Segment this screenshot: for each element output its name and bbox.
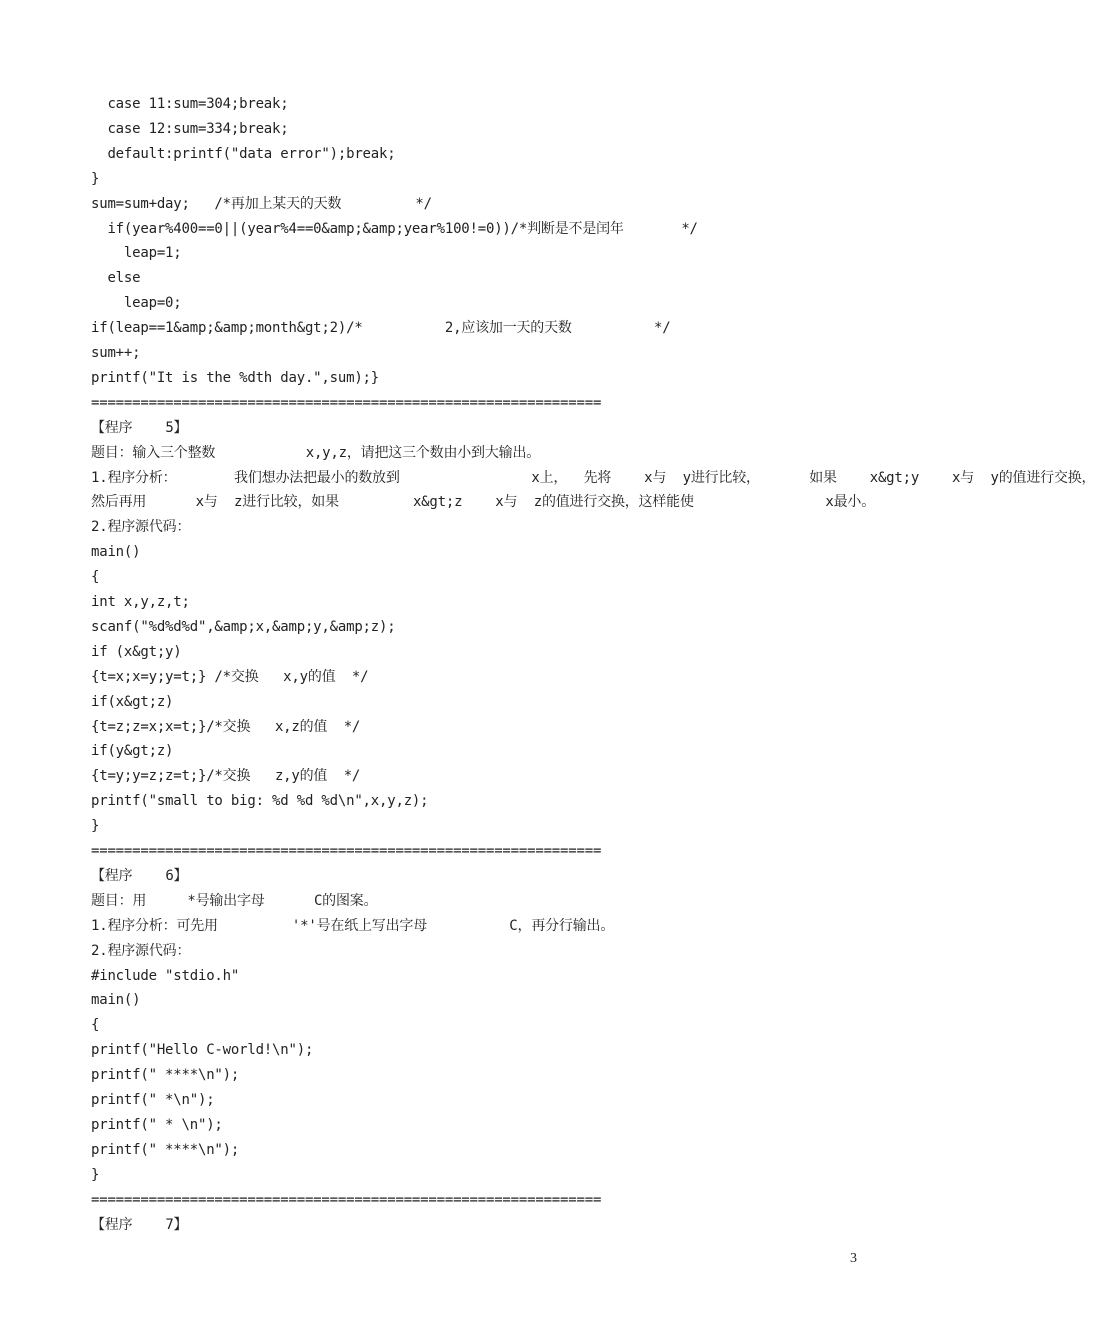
text-line: ============================================================== bbox=[91, 843, 602, 859]
text-line: if(leap==1&amp;&amp;month&gt;2)/* 2,应该加一天的天数 */ bbox=[91, 320, 671, 337]
text-line: printf("small to big: %d %d %d\n",x,y,z); bbox=[91, 793, 429, 810]
text-line: printf(" * \n"); bbox=[91, 1116, 223, 1133]
text-line: main() bbox=[91, 992, 141, 1009]
text-line: { bbox=[91, 1017, 100, 1034]
text-line: if(y&gt;z) bbox=[91, 743, 174, 760]
text-line: else bbox=[91, 270, 141, 287]
text-line: {t=y;y=z;z=t;}/*交换 z,y的值 */ bbox=[91, 768, 361, 785]
text-line: 2.程序源代码： bbox=[91, 942, 191, 959]
text-line: sum++; bbox=[91, 345, 141, 361]
text-line: printf("It is the %dth day.",sum);} bbox=[91, 369, 380, 386]
text-line: 题目：输入三个整数 x,y,z，请把这三个数由小到大输出。 bbox=[91, 444, 541, 461]
text-line: case 11:sum=304;break; bbox=[91, 96, 289, 112]
text-line: 【程序 7】 bbox=[91, 1216, 188, 1233]
text-line: {t=x;x=y;y=t;} /*交换 x,y的值 */ bbox=[91, 668, 369, 685]
text-line: {t=z;z=x;x=t;}/*交换 x,z的值 */ bbox=[91, 718, 361, 735]
text-line: scanf("%d%d%d",&amp;x,&amp;y,&amp;z); bbox=[91, 618, 396, 635]
text-line: leap=1; bbox=[91, 245, 182, 262]
text-line: 1.程序分析： 我们想办法把最小的数放到 x上， 先将 x与 y进行比较， 如果 x&gt;y x与 y的值进行交换， bbox=[91, 469, 1095, 486]
text-line: if(x&gt;z) bbox=[91, 693, 174, 710]
text-line: leap=0; bbox=[91, 295, 182, 312]
text-line: int x,y,z,t; bbox=[91, 594, 190, 610]
text-line: 题目：用 *号输出字母 C的图案。 bbox=[91, 892, 378, 909]
text-line: } bbox=[91, 818, 100, 835]
text-line: } bbox=[91, 170, 100, 187]
text-line: { bbox=[91, 569, 100, 586]
text-line: if (x&gt;y) bbox=[91, 643, 182, 660]
text-line: printf(" *\n"); bbox=[91, 1092, 215, 1108]
text-line: case 12:sum=334;break; bbox=[91, 120, 289, 137]
text-line: 2.程序源代码： bbox=[91, 519, 191, 536]
text-line: if(year%400==0||(year%4==0&amp;&amp;year%100!=0))/*判断是不是闰年 */ bbox=[91, 220, 698, 237]
text-line: } bbox=[91, 1166, 100, 1183]
text-line: default:printf("data error");break; bbox=[91, 145, 396, 162]
text-line: printf("Hello C-world!\n"); bbox=[91, 1042, 314, 1059]
text-line: #include "stdio.h" bbox=[91, 967, 240, 984]
text-line: ============================================================== bbox=[91, 394, 602, 411]
page-number: 3 bbox=[850, 1251, 857, 1266]
text-line: 然后再用 x与 z进行比较，如果 x&gt;z x与 z的值进行交换，这样能使 x最小。 bbox=[91, 494, 876, 511]
text-line: 1.程序分析：可先用 '*'号在纸上写出字母 C，再分行输出。 bbox=[91, 917, 615, 934]
text-line: printf(" ****\n"); bbox=[91, 1141, 240, 1158]
text-line: ============================================================== bbox=[91, 1191, 602, 1208]
text-line: sum=sum+day; /*再加上某天的天数 */ bbox=[91, 195, 432, 212]
text-line: printf(" ****\n"); bbox=[91, 1067, 240, 1084]
text-line: main() bbox=[91, 544, 141, 561]
text-line: 【程序 5】 bbox=[91, 419, 188, 436]
text-line: 【程序 6】 bbox=[91, 867, 188, 884]
